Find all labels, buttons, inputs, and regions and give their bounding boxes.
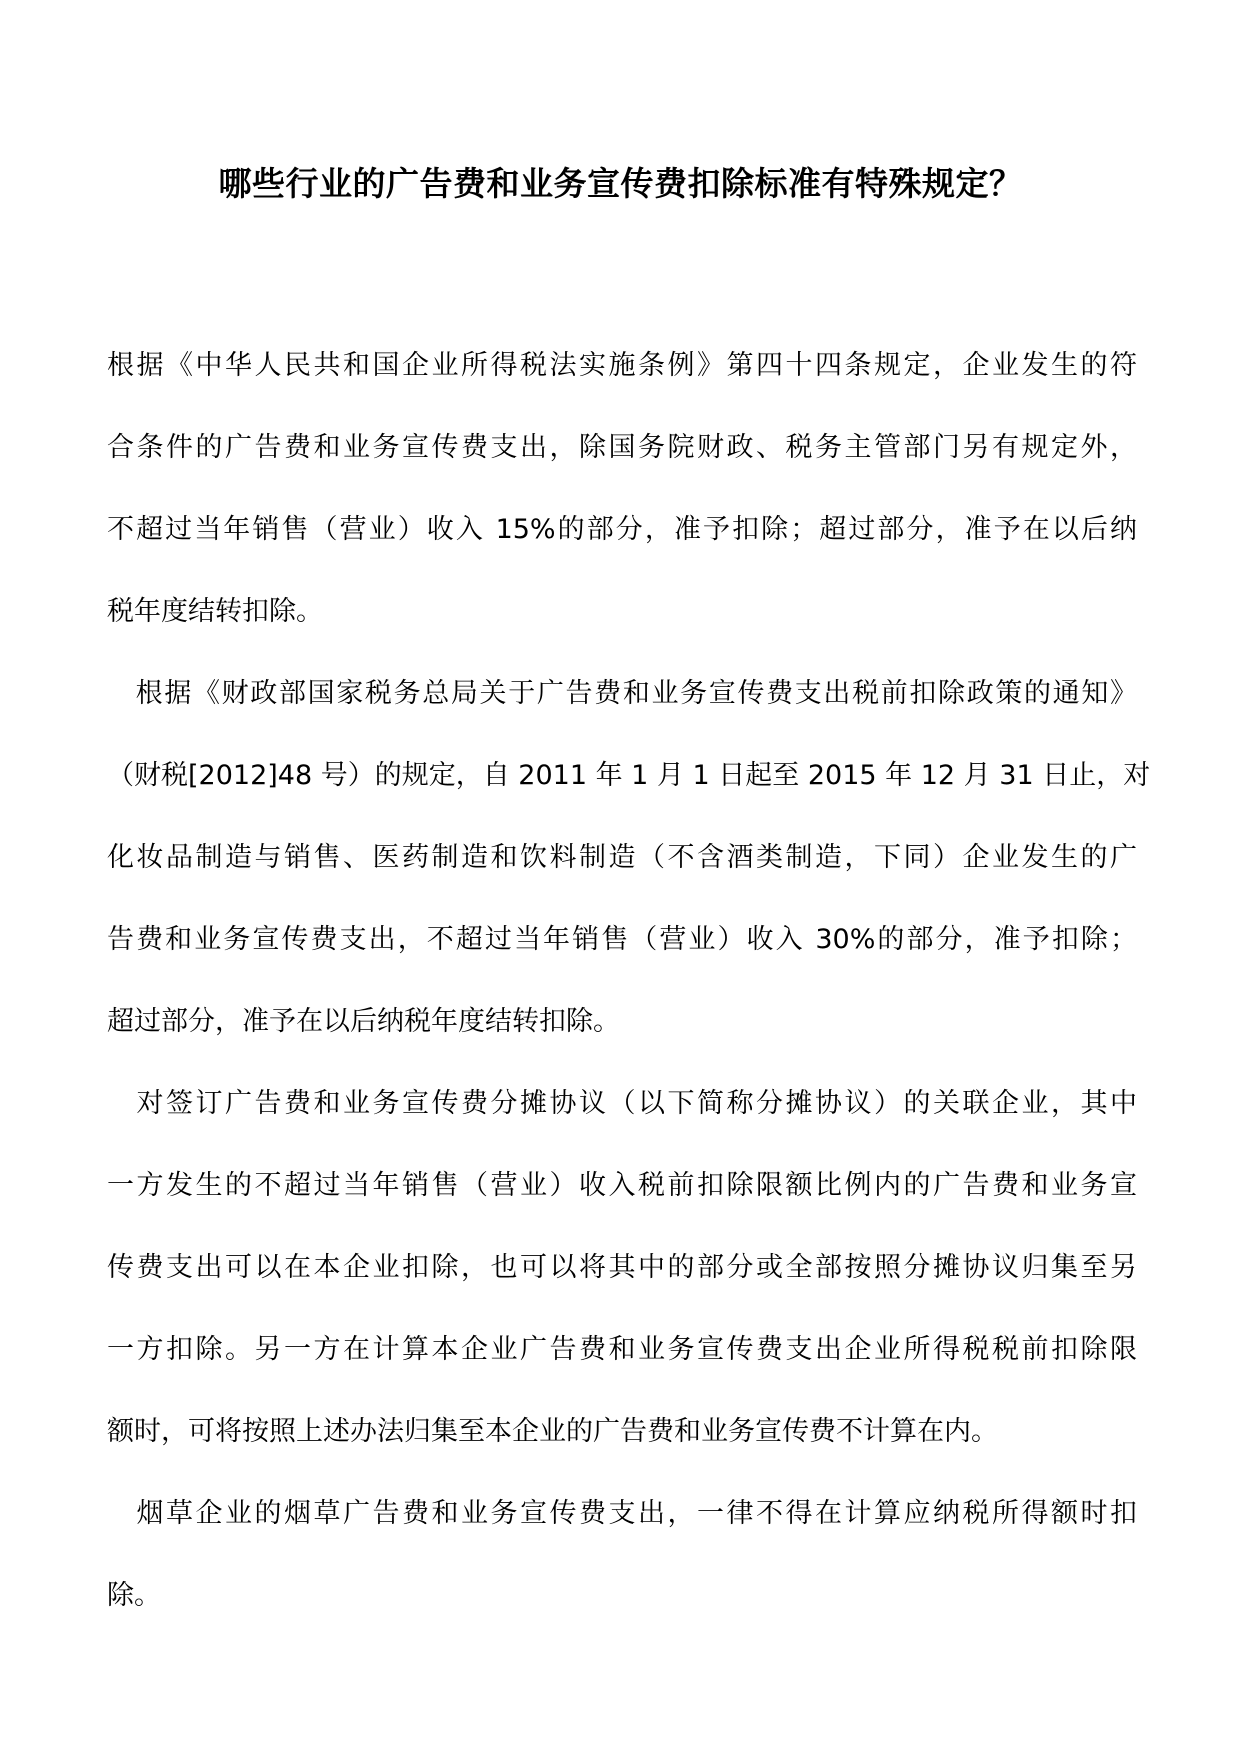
paragraph-line: 传费支出可以在本企业扣除，也可以将其中的部分或全部按照分摊协议归集至另 [107, 1252, 1137, 1283]
paragraph-line: 化妆品制造与销售、医药制造和饮料制造（不含酒类制造，下同）企业发生的广 [107, 842, 1137, 873]
paragraph-line: 合条件的广告费和业务宣传费支出，除国务院财政、税务主管部门另有规定外， [107, 432, 1137, 463]
paragraph-line: 超过部分，准予在以后纳税年度结转扣除。 [107, 1006, 620, 1037]
paragraph-2 [107, 653, 1151, 1063]
document-title: 哪些行业的广告费和业务宣传费扣除标准有特殊规定？ [218, 164, 1023, 203]
paragraph-line: 对签订广告费和业务宣传费分摊协议（以下简称分摊协议）的关联企业，其中 [107, 1088, 1137, 1119]
paragraph-line: 根据《财政部国家税务总局关于广告费和业务宣传费支出税前扣除政策的通知》 [107, 678, 1137, 709]
paragraph-4 [107, 1473, 1137, 1637]
paragraph-line: 烟草企业的烟草广告费和业务宣传费支出，一律不得在计算应纳税所得额时扣 [107, 1498, 1137, 1529]
paragraph-line: 一方扣除。另一方在计算本企业广告费和业务宣传费支出企业所得税税前扣除限 [107, 1334, 1137, 1365]
paragraph-line: 不超过当年销售（营业）收入 15%的部分，准予扣除；超过部分，准予在以后纳 [107, 514, 1137, 545]
paragraph-line: 额时，可将按照上述办法归集至本企业的广告费和业务宣传费不计算在内。 [107, 1416, 998, 1447]
paragraph-line: 告费和业务宣传费支出，不超过当年销售（营业）收入 30%的部分，准予扣除； [107, 924, 1137, 955]
paragraph-1 [107, 325, 1137, 653]
paragraph-line: 除。 [107, 1580, 161, 1611]
paragraph-line: （财税[2012]48 号）的规定，自 2011 年 1 月 1 日起至 2015 年 12 月 31 日止，对 [107, 760, 1151, 791]
paragraph-line: 根据《中华人民共和国企业所得税法实施条例》第四十四条规定，企业发生的符 [107, 350, 1137, 381]
paragraph-line: 税年度结转扣除。 [107, 596, 323, 627]
paragraph-3 [107, 1063, 1137, 1473]
paragraph-line: 一方发生的不超过当年销售（营业）收入税前扣除限额比例内的广告费和业务宣 [107, 1170, 1137, 1201]
